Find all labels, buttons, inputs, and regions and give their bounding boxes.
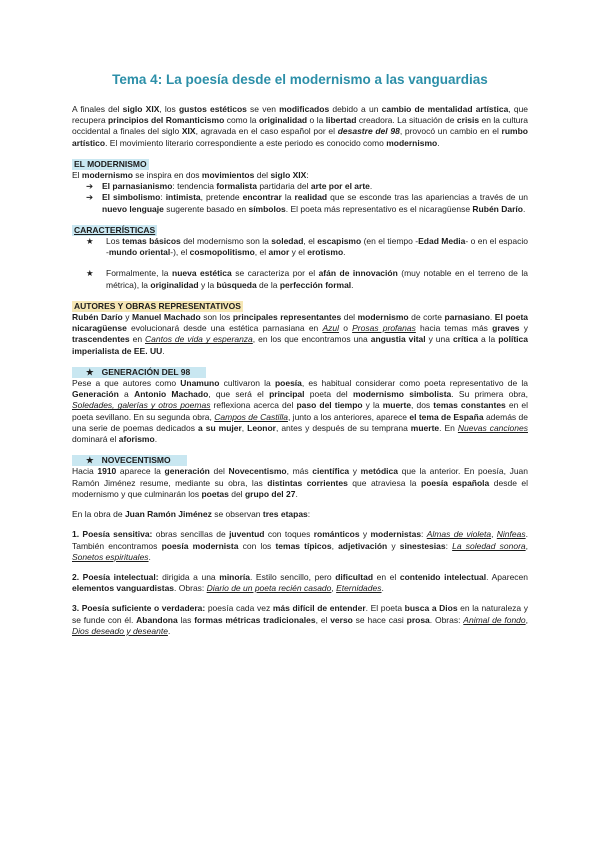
heading-autores: AUTORES Y OBRAS REPRESENTATIVOS bbox=[74, 300, 241, 311]
etapa-1: 1. Poesía sensitiva: obras sencillas de juventud con toques románticos y modernistas: Almas de violeta, Ninfeas. También encontramos poesía modernista con los temas típicos, adjetivación y sinestesias: La soledad sonora, Sonetos espirituales. bbox=[72, 529, 529, 562]
generacion98-paragraph: Pese a que autores como Unamuno cultivaron la poesía, es habitual considerar como poeta representativo de la Generación a Antonio Machado, que será el principal poeta del modernismo simbolista. Su primera obra, Soledades, galerías y otros poemas reflexiona acerca del paso del tiempo y la muerte, dos temas constantes en el poeta sevillano. En su segunda obra, Campos de Castilla, junto a los anteriores, aparece el tema de España además de una serie de poemas dedicados a su mujer, Leonor, antes y después de su temprana muerte. En Nuevas canciones dominará el aforismo. bbox=[72, 378, 529, 445]
etapa-3: 3. Poesía suficiente o verdadera: poesía cada vez más difícil de entender. El poeta busca a Dios en la naturaleza y se funde con él. Abandona las formas métricas tradicionales, el verso se hace casi prosa. Obras: Animal de fondo, Dios deseado y deseante. bbox=[72, 603, 528, 636]
list-item: ➔ El simbolismo: intimista, pretende encontrar la realidad que se esconde tras las apariencias a través de un nuevo lenguaje sugerente basado en símbolos. El poeta más representativo es el nicaragüense Rubén Darío. bbox=[86, 192, 529, 214]
document-title: Tema 4: La poesía desde el modernismo a las vanguardias bbox=[112, 72, 488, 87]
star-icon: ★ bbox=[86, 236, 94, 247]
list-item: ★ Formalmente, la nueva estética se caracteriza por el afán de innovación (muy notable en el terreno de la métrica), la originalidad y la búsqueda de la perfección formal. bbox=[86, 268, 528, 290]
heading-generacion98: ★ GENERACIÓN DEL 98 bbox=[72, 367, 206, 378]
section-autores bbox=[72, 301, 528, 357]
list-item: ★ Los temas básicos del modernismo son la soledad, el escapismo (en el tiempo -Edad Media- o en el espacio -mundo oriental-), el cosmopolitismo, el amor y el erotismo. bbox=[86, 236, 528, 258]
modernismo-lead: El modernismo se inspira en dos movimientos del siglo XIX: bbox=[72, 170, 309, 181]
star-icon: ★ bbox=[86, 366, 94, 377]
star-icon: ★ bbox=[86, 268, 94, 279]
modernismo-list bbox=[72, 181, 528, 215]
section-caracteristicas bbox=[72, 225, 528, 291]
section-generacion98 bbox=[72, 367, 528, 445]
etapas-lead: En la obra de Juan Ramón Jiménez se observan tres etapas: bbox=[72, 509, 311, 520]
section-modernismo bbox=[72, 159, 528, 215]
heading-novecentismo: ★ NOVECENTISMO bbox=[72, 455, 187, 466]
arrow-icon: ➔ bbox=[86, 192, 94, 203]
list-spacer bbox=[86, 258, 528, 268]
document-page bbox=[72, 72, 528, 637]
arrow-icon: ➔ bbox=[86, 181, 94, 192]
novecentismo-paragraph: Hacia 1910 aparece la generación del Novecentismo, más científica y metódica que la anterior. En poesía, Juan Ramón Jiménez resume, mediante su obra, las distintas corrientes que atraviesa la poesía española desde el modernismo y que culminarán los poetas del grupo del 27. bbox=[72, 466, 529, 499]
autores-paragraph: Rubén Darío y Manuel Machado son los principales representantes del modernismo de corte parnasiano. El poeta nicaragüense evolucionará desde una estética parnasiana en Azul o Prosas profanas hacia temas más graves y trascendentes en Cantos de vida y esperanza, en los que encontramos una angustia vital y una crítica a la política imperialista de EE. UU. bbox=[72, 312, 529, 356]
intro-paragraph: A finales del siglo XIX, los gustos estéticos se ven modificados debido a un cambio de mentalidad artística, que recupera principios del Romanticismo como la originalidad o la libertad creadora. La situación de crisis en la cultura occidental a finales del siglo XIX, agravada en el caso español por el desastre del 98, provocó un cambio en el rumbo artístico. El movimiento literario correspondiente a este periodo es conocido como modernismo. bbox=[72, 104, 529, 148]
section-novecentismo bbox=[72, 455, 528, 637]
list-item: ➔ El parnasianismo: tendencia formalista partidaria del arte por el arte. bbox=[86, 181, 373, 192]
star-icon: ★ bbox=[86, 455, 94, 466]
heading-caracteristicas: CARACTERÍSTICAS bbox=[74, 224, 156, 235]
heading-modernismo: EL MODERNISMO bbox=[74, 158, 147, 169]
caracteristicas-list bbox=[72, 236, 528, 291]
etapa-2: 2. Poesía intelectual: dirigida a una minoría. Estilo sencillo, pero dificultad en el contenido intelectual. Aparecen elementos vanguardistas. Obras: Diario de un poeta recién casado, Eternidades. bbox=[72, 571, 528, 594]
